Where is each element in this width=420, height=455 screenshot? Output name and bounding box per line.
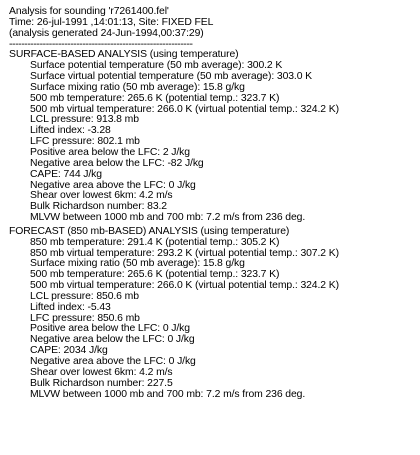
time-site-line: Time: 26-jul-1991 ,14:01:13, Site: FIXED FEL — [9, 16, 214, 28]
analysis-title: Analysis for sounding 'r7261400.fel' — [9, 6, 169, 17]
surface-item: LFC pressure: 802.1 mb — [30, 136, 140, 148]
forecast-item: LCL pressure: 850.6 mb — [30, 290, 139, 302]
surface-item: Negative area below the LFC: -82 J/kg — [30, 157, 204, 169]
surface-section-title: SURFACE-BASED ANALYSIS (using temperature) — [9, 49, 239, 61]
analysis-document — [9, 7, 413, 400]
surface-item: Surface potential temperature (50 mb average): 300.2 K — [30, 60, 283, 72]
surface-items-list — [9, 61, 413, 224]
forecast-item: MLVW between 1000 mb and 700 mb: 7.2 m/s from 236 deg. — [30, 388, 306, 400]
surface-item: CAPE: 744 J/kg — [30, 168, 102, 180]
forecast-item: 850 mb temperature: 291.4 K (potential temp.: 305.2 K) — [30, 236, 280, 248]
forecast-item: Surface mixing ratio (50 mb average): 15.8 g/kg — [30, 258, 245, 270]
forecast-section-title: FORECAST (850 mb-BASED) ANALYSIS (using temperature) — [9, 225, 290, 237]
surface-item: Lifted index: -3.28 — [30, 125, 111, 137]
forecast-items-list — [9, 238, 413, 401]
generated-line: (analysis generated 24-Jun-1994,00:37:29) — [9, 27, 204, 39]
forecast-item: 500 mb temperature: 265.6 K (potential temp.: 323.7 K) — [30, 269, 280, 281]
surface-item: LCL pressure: 913.8 mb — [30, 114, 139, 126]
forecast-item: Negative area above the LFC: 0 J/kg — [30, 356, 196, 367]
surface-item: 500 mb virtual temperature: 266.0 K (virtual potential temp.: 324.2 K) — [30, 103, 339, 115]
forecast-item: Positive area below the LFC: 0 J/kg — [30, 323, 190, 335]
surface-item: MLVW between 1000 mb and 700 mb: 7.2 m/s from 236 deg. — [30, 212, 306, 224]
forecast-item: CAPE: 2034 J/kg — [30, 345, 108, 357]
surface-item: 500 mb temperature: 265.6 K (potential temp.: 323.7 K) — [30, 92, 280, 104]
surface-item: Bulk Richardson number: 83.2 — [30, 201, 167, 213]
surface-item: Surface mixing ratio (50 mb average): 15.8 g/kg — [30, 81, 245, 93]
surface-item: Surface virtual potential temperature (50 mb average): 303.0 K — [30, 71, 313, 83]
forecast-item: 850 mb virtual temperature: 293.2 K (virtual potential temp.: 307.2 K) — [30, 247, 339, 259]
forecast-item: Negative area below the LFC: 0 J/kg — [30, 334, 195, 346]
forecast-item: LFC pressure: 850.6 mb — [30, 312, 140, 324]
forecast-item: Lifted index: -5.43 — [30, 301, 111, 313]
surface-item: Shear over lowest 6km: 4.2 m/s — [30, 190, 173, 202]
forecast-item: Bulk Richardson number: 227.5 — [30, 377, 173, 389]
surface-item: Positive area below the LFC: 2 J/kg — [30, 146, 190, 158]
separator-rule: ------------------------------------------------------------ — [9, 39, 193, 50]
surface-item: Negative area above the LFC: 0 J/kg — [30, 179, 196, 191]
forecast-item: 500 mb virtual temperature: 266.0 K (virtual potential temp.: 324.2 K) — [30, 280, 339, 292]
forecast-item: Shear over lowest 6km: 4.2 m/s — [30, 366, 173, 378]
